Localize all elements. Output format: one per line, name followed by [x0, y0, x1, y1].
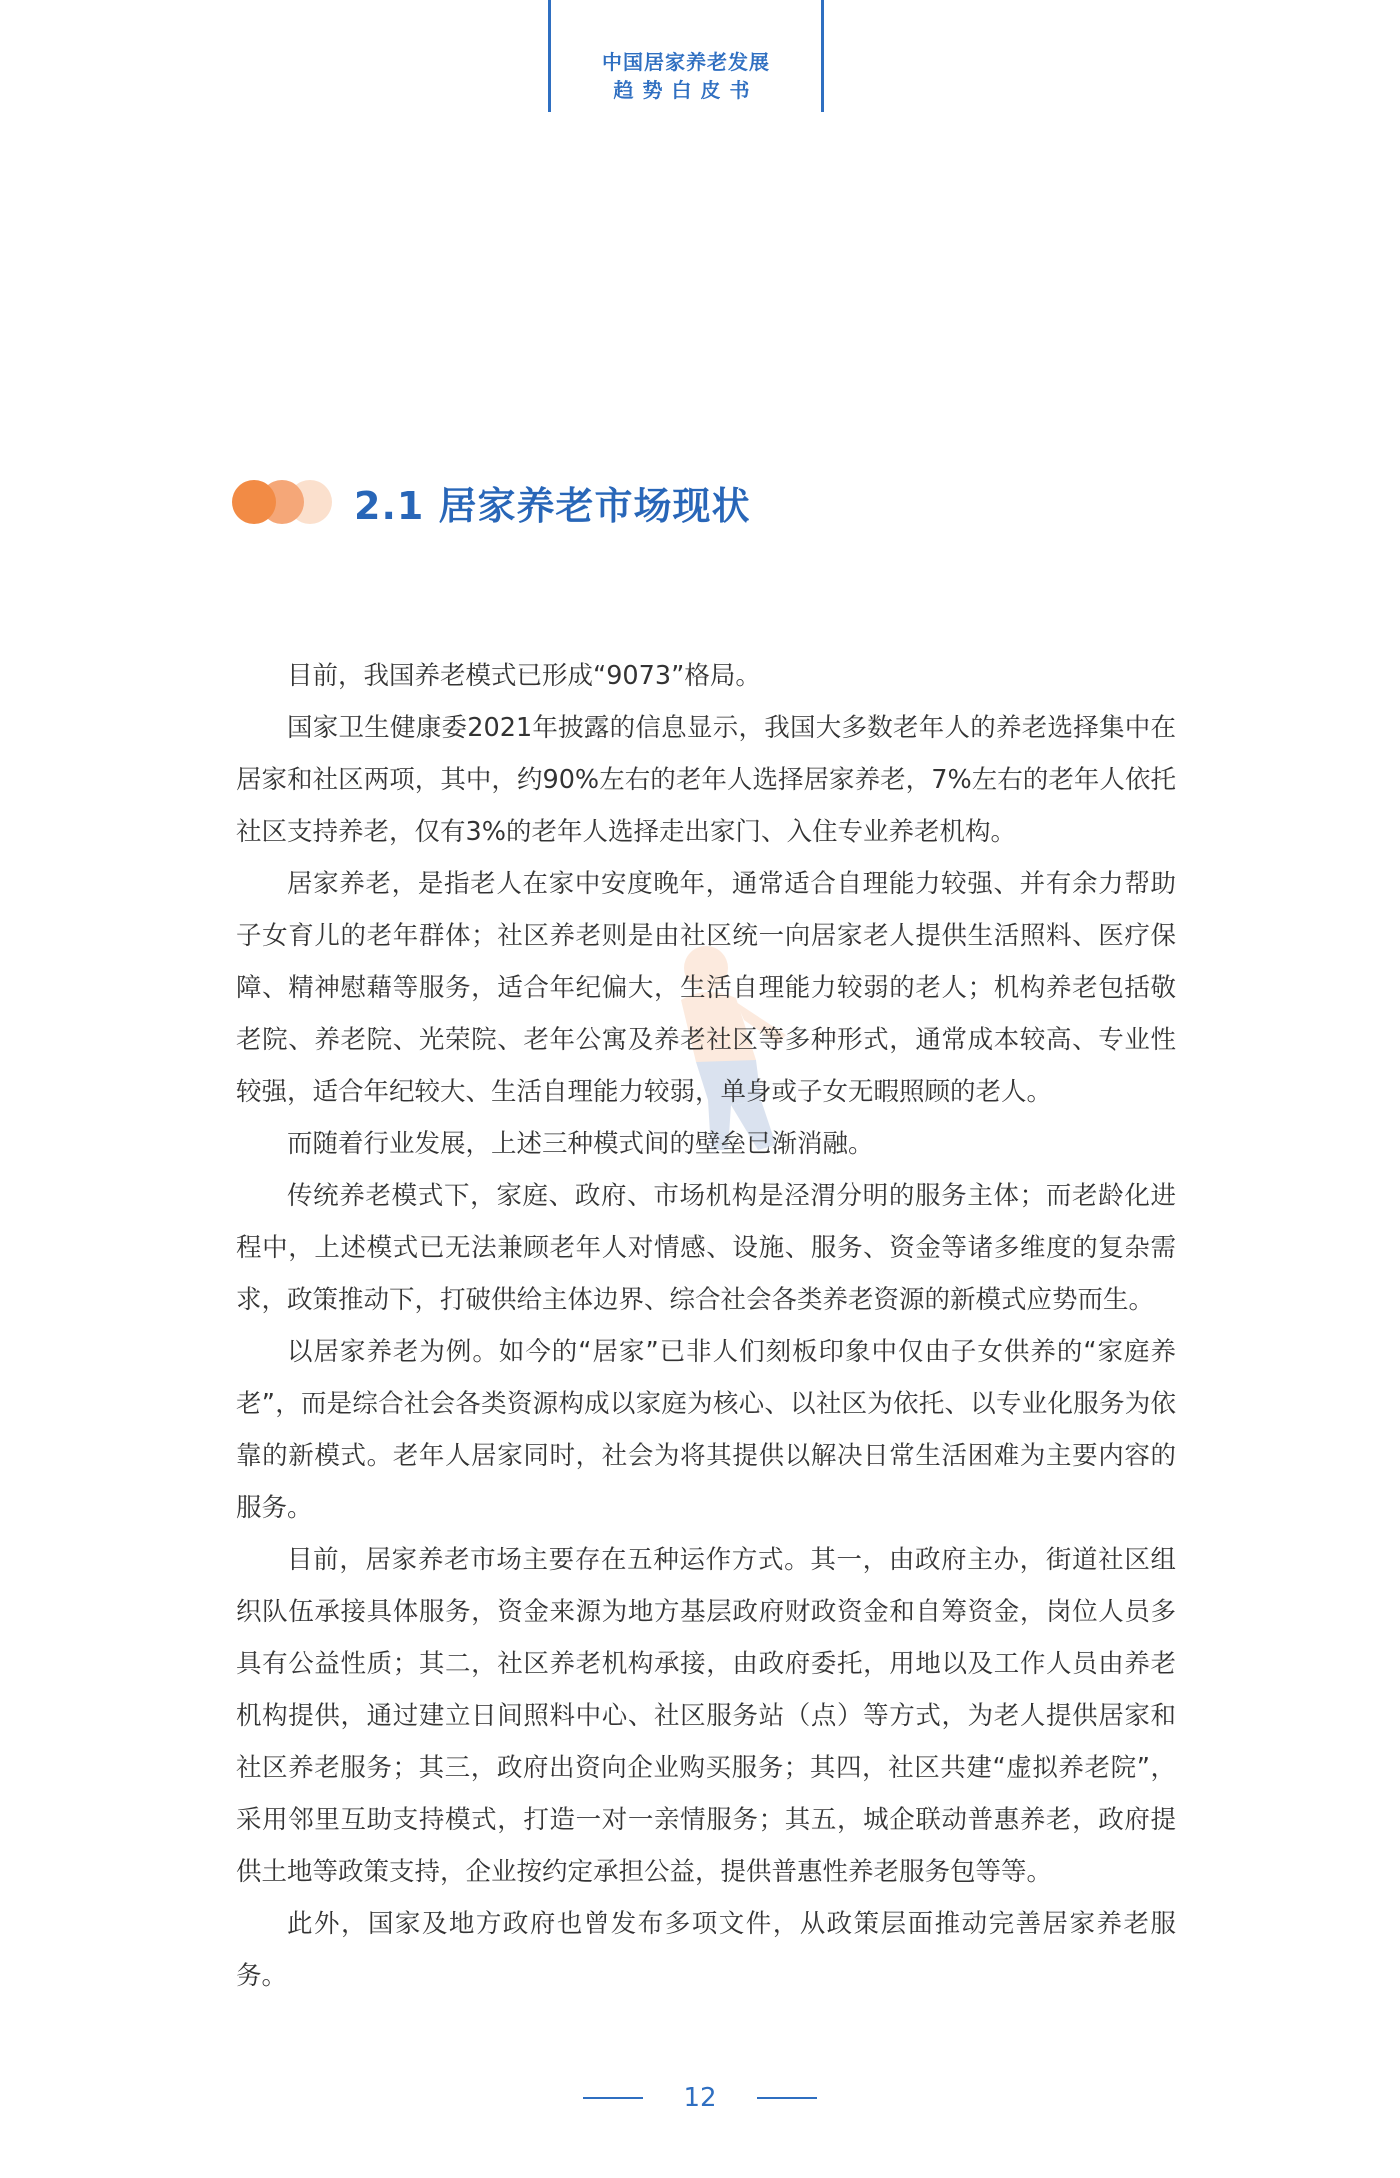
dot-dark [232, 480, 276, 524]
paragraph: 传统养老模式下，家庭、政府、市场机构是泾渭分明的服务主体；而老龄化进程中，上述模式已无法兼顾老年人对情感、设施、服务、资金等诸多维度的复杂需求，政策推动下，打破供给主体边界、综合社会各类养老资源的新模式应势而生。 [236, 1181, 1176, 1315]
page-number: 12 [683, 2083, 717, 2113]
header-title-line2: 趋势白皮书 [613, 78, 759, 102]
paragraph: 国家卫生健康委2021年披露的信息显示，我国大多数老年人的养老选择集中在居家和社区两项，其中，约90%左右的老年人选择居家养老，7%左右的老年人依托社区支持养老，仅有3%的老年人选择走出家门、入住专业养老机构。 [236, 713, 1176, 847]
paragraph: 居家养老，是指老人在家中安度晚年，通常适合自理能力较强、并有余力帮助子女育儿的老年群体；社区养老则是由社区统一向居家老人提供生活照料、医疗保障、精神慰藉等服务，适合年纪偏大，生活自理能力较弱的老人；机构养老包括敬老院、养老院、光荣院、老年公寓及养老社区等多种形式，通常成本较高、专业性较强，适合年纪较大、生活自理能力较弱，单身或子女无暇照顾的老人。 [236, 869, 1176, 1107]
paragraph: 以居家养老为例。如今的“居家”已非人们刻板印象中仅由子女供养的“家庭养老”，而是综合社会各类资源构成以家庭为核心、以社区为依托、以专业化服务为依靠的新模式。老年人居家同时，社会为将其提供以解决日常生活困难为主要内容的服务。 [236, 1337, 1176, 1523]
body-text [236, 650, 1176, 2002]
section-heading [232, 470, 751, 534]
decorative-dots [232, 480, 340, 524]
header-title-line1: 中国居家养老发展 [602, 50, 770, 74]
page-footer [0, 2078, 1400, 2118]
paragraph: 目前，居家养老市场主要存在五种运作方式。其一，由政府主办，街道社区组织队伍承接具体服务，资金来源为地方基层政府财政资金和自筹资金，岗位人员多具有公益性质；其二，社区养老机构承接，由政府委托，用地以及工作人员由养老机构提供，通过建立日间照料中心、社区服务站（点）等方式，为老人提供居家和社区养老服务；其三，政府出资向企业购买服务；其四，社区共建“虚拟养老院”，采用邻里互助支持模式，打造一对一亲情服务；其五，城企联动普惠养老，政府提供土地等政策支持，企业按约定承担公益，提供普惠性养老服务包等等。 [236, 1545, 1176, 1887]
section-title: 2.1 居家养老市场现状 [354, 483, 751, 528]
footer-line-left [583, 2097, 643, 2099]
paragraph: 目前，我国养老模式已形成“9073”格局。 [287, 661, 761, 691]
paragraph: 而随着行业发展，上述三种模式间的壁垒已渐消融。 [287, 1129, 874, 1159]
footer-line-right [757, 2097, 817, 2099]
paragraph: 此外，国家及地方政府也曾发布多项文件，从政策层面推动完善居家养老服务。 [236, 1909, 1176, 1991]
running-header [548, 0, 824, 112]
